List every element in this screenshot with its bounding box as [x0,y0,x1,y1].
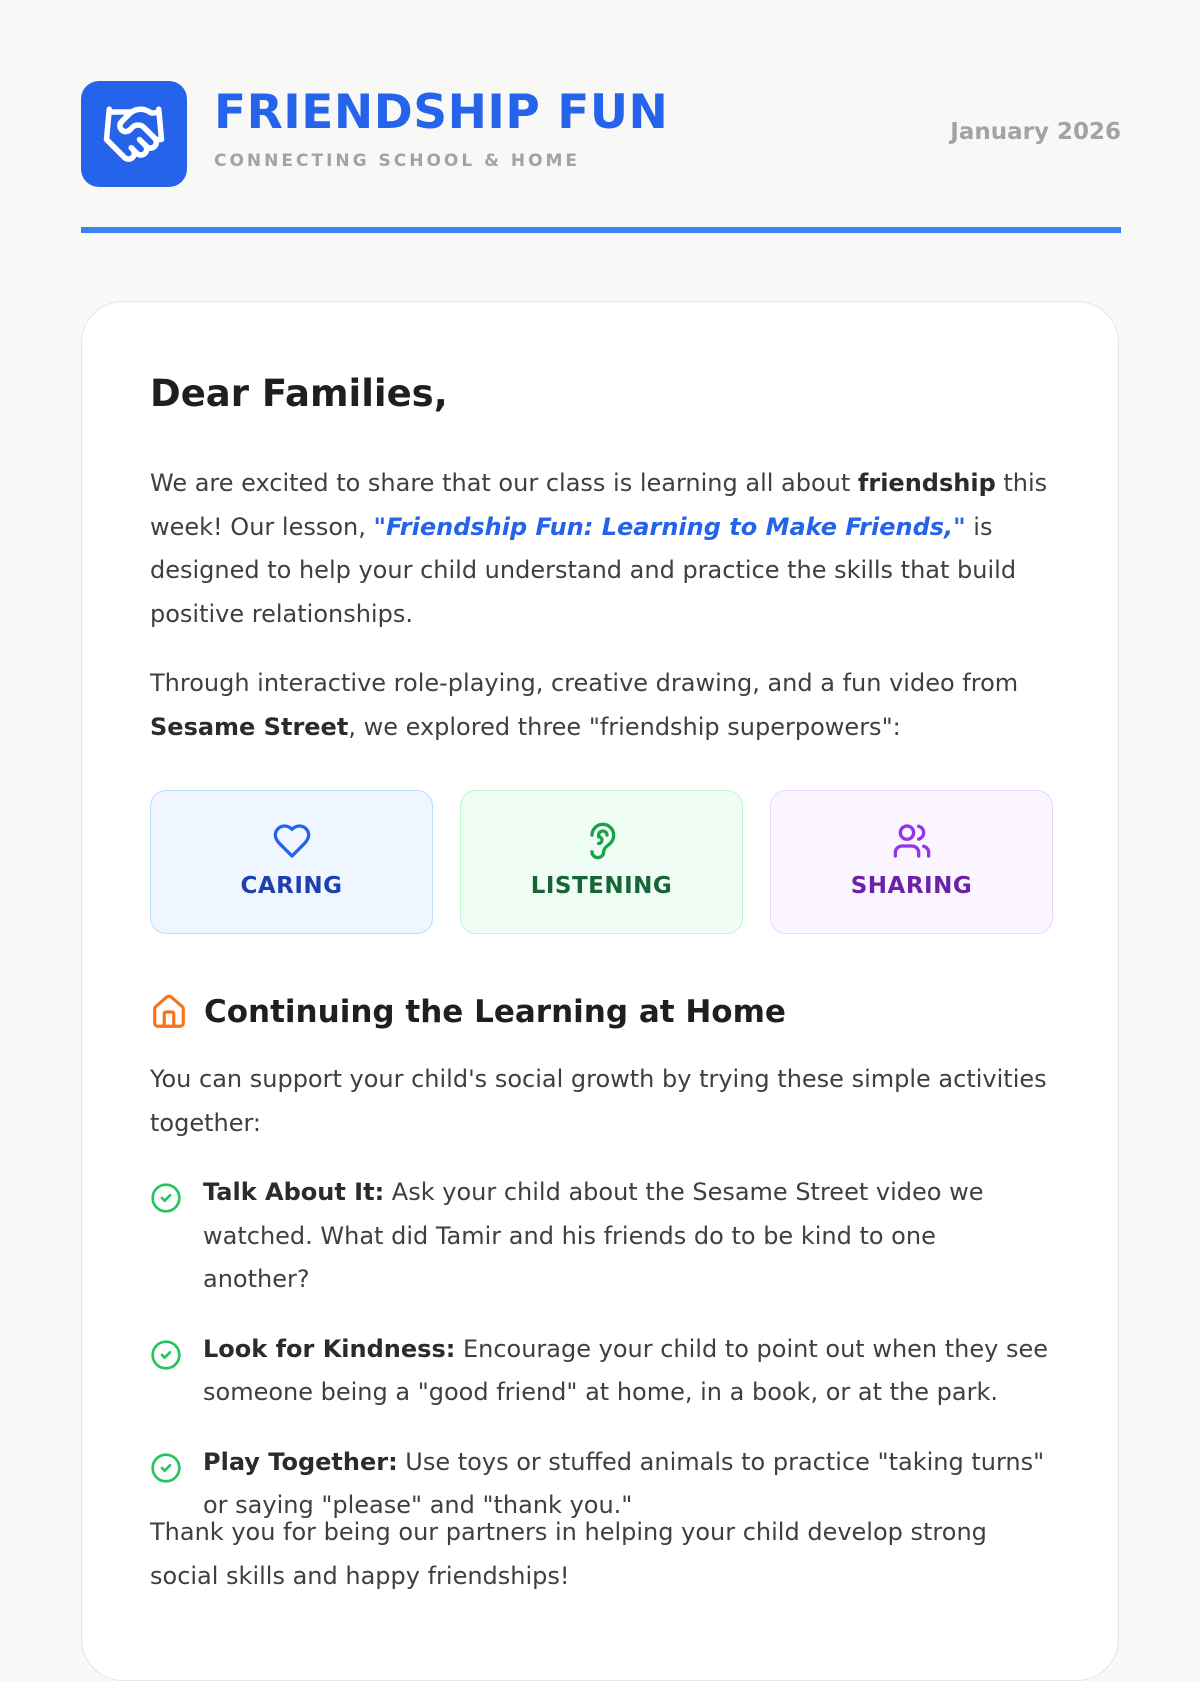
superpowers-row [150,790,1053,934]
superpower-sharing [770,790,1053,934]
home-section-title: Continuing the Learning at Home [204,994,786,1030]
closing-paragraph: Thank you for being our partners in helping your child develop strong social skills and happy friendships! [150,1518,987,1590]
home-intro-paragraph: You can support your child's social growth by trying these simple activities together: [150,1065,1047,1137]
intro-text: We are excited to share that our class is learning all about [150,469,858,497]
activity-item [150,1171,1050,1302]
activity-text: Encourage your child to point out when they see someone being a "good friend" at home, in a book, or at the park. [203,1334,1049,1406]
activity-list [150,1171,1050,1554]
activity-title: Talk About It: [203,1178,385,1206]
header-divider [81,227,1121,233]
intro-text-cont: this week! Our lesson, [150,469,1048,541]
issue-date: January 2026 [950,119,1121,145]
activity-item [150,1328,1050,1415]
users-icon [892,821,932,861]
letter-card [81,301,1119,1681]
greeting: Dear Families, [150,372,448,415]
methods-highlight: Sesame Street [150,712,349,741]
newsletter-tagline: CONNECTING SCHOOL & HOME [214,151,581,171]
check-circle-icon [150,1339,182,1371]
methods-paragraph [150,662,1050,749]
activity-title: Look for Kindness: [203,1334,456,1363]
ear-icon [582,821,622,861]
intro-paragraph [150,462,1050,636]
logo [81,81,187,187]
home-section-heading [150,990,786,1034]
activity-text: Ask your child about the Sesame Street video we watched. What did Tamir and his friends do to be kind to one another? [203,1178,984,1293]
superpower-label: LISTENING [530,873,673,899]
superpower-caring [150,790,433,934]
check-circle-icon [150,1182,182,1214]
handshake-icon [101,101,167,167]
lesson-title: "Friendship Fun: Learning to Make Friends," [373,512,966,541]
methods-text-end: , we explored three "friendship superpowers": [348,712,901,741]
heart-icon [272,821,312,861]
newsletter-title: FRIENDSHIP FUN [214,85,669,140]
activity-title: Play Together: [203,1447,398,1476]
methods-text: Through interactive role-playing, creative drawing, and a fun video from [150,669,1019,697]
superpower-listening [460,790,743,934]
check-circle-icon [150,1452,182,1484]
superpower-label: SHARING [850,873,973,899]
home-icon [150,993,188,1031]
activity-text: Use toys or stuffed animals to practice "taking turns" or saying "please" and "thank you." [203,1447,1045,1519]
newsletter-header [81,81,1121,187]
intro-highlight: friendship [857,469,996,497]
superpower-label: CARING [240,873,343,899]
intro-text-end: is designed to help your child understand and practice the skills that build positive relationships. [150,512,1017,628]
